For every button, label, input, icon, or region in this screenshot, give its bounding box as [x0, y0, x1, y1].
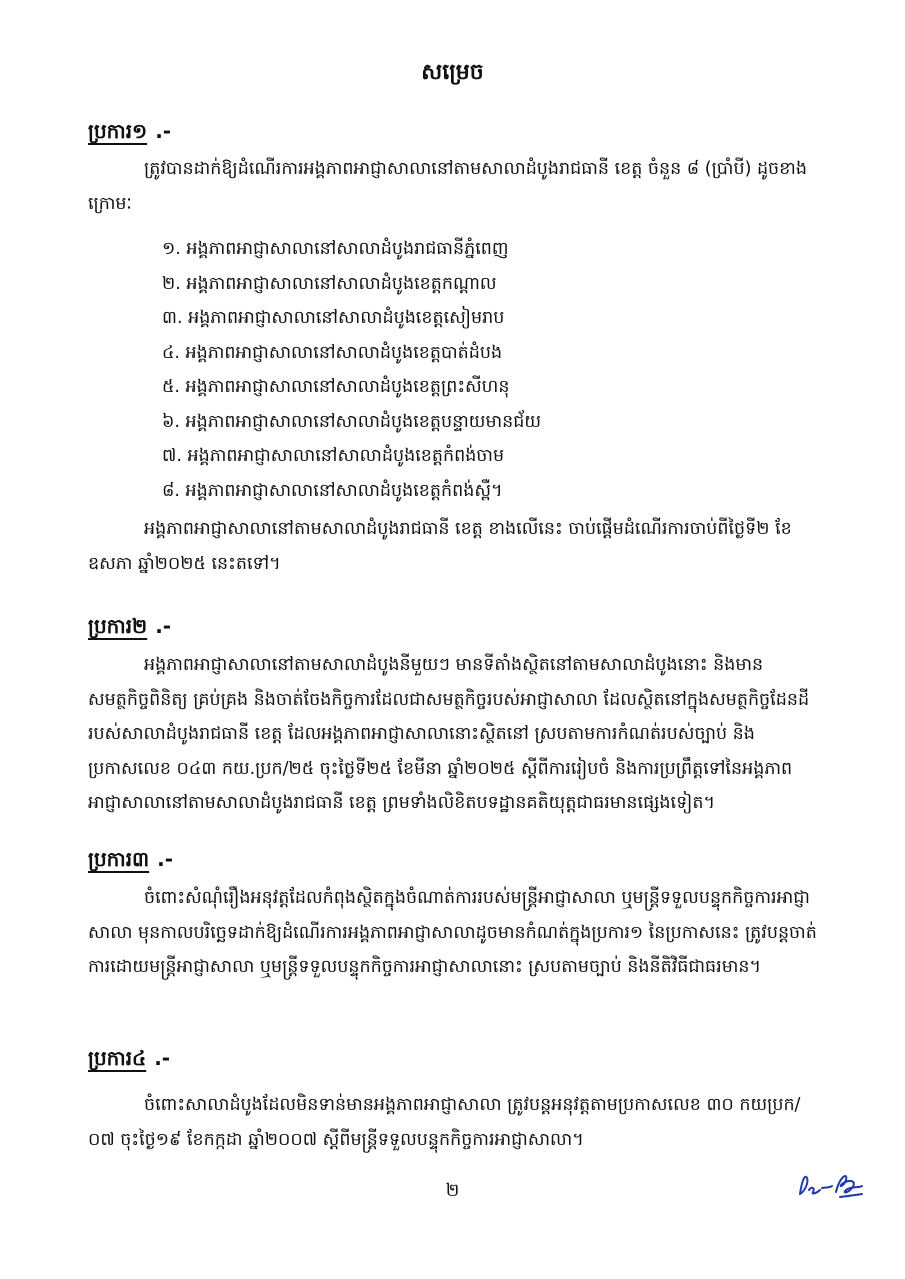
article-2-heading — [88, 613, 171, 643]
article-heading-label: ប្រការ២ — [88, 614, 148, 638]
article-heading-label: ប្រការ៣ — [88, 847, 150, 871]
article-heading-suffix: .- — [155, 119, 172, 143]
list-item: ១. អង្គភាពអាជ្ញាសាលានៅសាលាដំបូងរាជធានីភ្នំពេញ — [162, 239, 509, 259]
list-item: ៦. អង្គភាពអាជ្ញាសាលានៅសាលាដំបូងខេត្តបន្ទាយមានជ័យ — [162, 411, 541, 432]
article-1-heading — [88, 118, 171, 148]
article-heading-label: ប្រការ១ — [88, 119, 148, 143]
paragraph-text: ត្រូវបានដាក់ឱ្យដំណើរការអង្គភាពអាជ្ញាសាលានៅតាមសាលាដំបូងរាជធានី ខេត្ត ចំនួន ៨ (ប្រាំបី) ដូចខាងក្រោមៈ — [88, 159, 807, 214]
list-item: ៧. អង្គភាពអាជ្ញាសាលានៅសាលាដំបូងខេត្តកំពង់ចាម — [162, 446, 505, 466]
signature-icon — [796, 1166, 866, 1202]
list-item: ៨. អង្គភាពអាជ្ញាសាលានៅសាលាដំបូងខេត្តកំពង់ស្ពឺ។ — [162, 480, 503, 501]
article-1-closing-paragraph — [88, 512, 818, 581]
article-4-heading — [88, 1045, 170, 1075]
article-heading-suffix: .- — [157, 847, 174, 871]
document-title: សម្រេច — [421, 60, 484, 85]
list-item: ៥. អង្គភាពអាជ្ញាសាលានៅសាលាដំបូងខេត្តព្រះសីហនុ — [162, 377, 510, 397]
paragraph-text: អង្គភាពអាជ្ញាសាលានៅតាមសាលាដំបូងរាជធានី ខេត្ត ខាងលើនេះ ចាប់ផ្ដើមដំណើរការចាប់ពីថ្ងៃទី២ ខែឧសភា ឆ្នាំ២០២៥ នេះតទៅ។ — [88, 519, 792, 574]
paragraph-text: អង្គភាពអាជ្ញាសាលានៅតាមសាលាដំបូងនីមួយៗ មានទីតាំងស្ថិតនៅតាមសាលាដំបូងនោះ និងមានសមត្ថកិច្ចពិនិត្យ គ្រប់គ្រង និងចាត់ចែងកិច្ចការដែលជាសមត្ថកិច្ចរបស់អាជ្ញាសាលា ដែលស្ថិតនៅក្នុងសមត្ថកិច្ចដែនដីរបស់សាលាដំបូងរាជធានី ខេត្ត ដែលអង្គភាពអាជ្ញាសាលានោះស្ថិតនៅ ស្របតាមការកំណត់របស់ច្បាប់ និងប្រកាសលេខ ០៤៣ កយ.ប្រក/២៥ ចុះថ្ងៃទី២៥ ខែមីនា ឆ្នាំ២០២៥ ស្ដីពីការរៀបចំ និងការប្រព្រឹត្តទៅនៃអង្គភាពអាជ្ញាសាលានៅតាមសាលាដំបូងរាជធានី ខេត្ត ព្រមទាំងលិខិតបទដ្ឋានគតិយុត្តជាធរមានផ្សេងទៀត។ — [88, 655, 810, 813]
article-3-paragraph — [88, 881, 818, 985]
article-heading-label: ប្រការ៤ — [88, 1046, 147, 1070]
article-1-paragraph — [88, 152, 818, 221]
paragraph-text: ចំពោះសាលាដំបូងដែលមិនទាន់មានអង្គភាពអាជ្ញាសាលា ត្រូវបន្តអនុវត្តតាមប្រកាសលេខ ៣០ កយប្រក/០៧ ចុះថ្ងៃ១៩ ខែកក្កដា ឆ្នាំ២០០៧ ស្ដីពីមន្ត្រីទទួលបន្ទុកកិច្ចការអាជ្ញាសាលា។ — [88, 1095, 801, 1150]
court-unit-list — [162, 232, 541, 508]
article-4-paragraph — [88, 1088, 818, 1157]
list-item: ២. អង្គភាពអាជ្ញាសាលានៅសាលាដំបូងខេត្តកណ្ដាល — [162, 273, 497, 294]
page-number: ២ — [445, 1180, 460, 1201]
article-3-heading — [88, 846, 173, 876]
paragraph-text: ចំពោះសំណុំរឿងអនុវត្តដែលកំពុងស្ថិតក្នុងចំណាត់ការរបស់មន្ត្រីអាជ្ញាសាលា ឬមន្ត្រីទទួលបន្ទុកកិច្ចការអាជ្ញាសាលា មុនកាលបរិច្ឆេទដាក់ឱ្យដំណើរការអង្គភាពអាជ្ញាសាលាដូចមានកំណត់ក្នុងប្រការ១ នៃប្រកាសនេះ ត្រូវបន្តចាត់ការដោយមន្ត្រីអាជ្ញាសាលា ឬមន្ត្រីទទួលបន្ទុកកិច្ចការអាជ្ញាសាលានោះ ស្របតាមច្បាប់ និងនីតិវិធីជាធរមាន។ — [88, 888, 817, 977]
list-item: ៣. អង្គភាពអាជ្ញាសាលានៅសាលាដំបូងខេត្តសៀមរាប — [162, 308, 505, 328]
list-item: ៤. អង្គភាពអាជ្ញាសាលានៅសាលាដំបូងខេត្តបាត់ដំបង — [162, 342, 503, 363]
article-heading-suffix: .- — [154, 1046, 171, 1070]
article-2-paragraph — [88, 648, 818, 821]
article-heading-suffix: .- — [155, 614, 172, 638]
